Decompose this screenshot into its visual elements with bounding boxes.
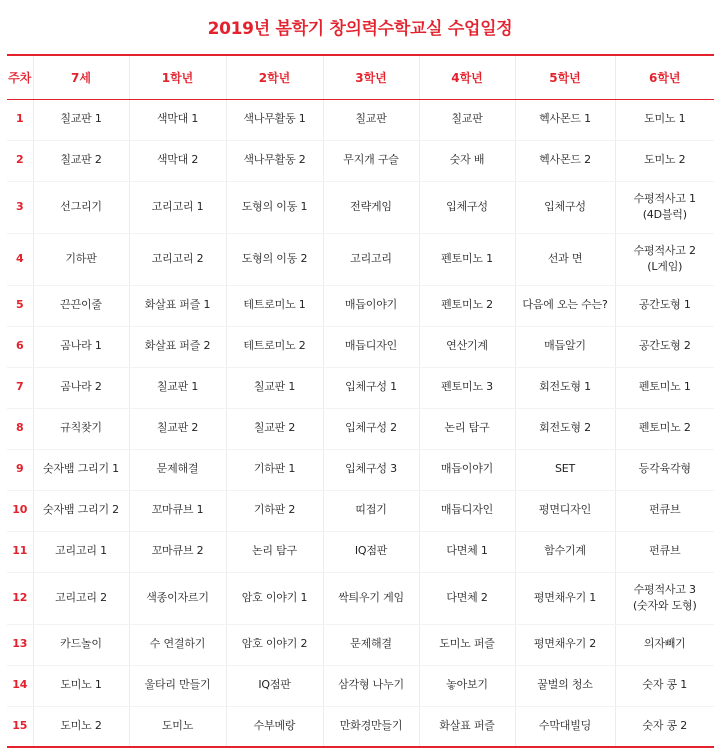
week-number: 5 <box>7 285 33 326</box>
class-topic: 곰나라 1 <box>33 326 129 367</box>
class-topic: 선그리기 <box>33 181 129 233</box>
class-topic: 테트로미노 1 <box>226 285 323 326</box>
class-topic: 문제해결 <box>323 624 419 665</box>
class-topic: 화살표 퍼즐 <box>419 706 515 747</box>
class-topic: 등각육각형 <box>615 449 714 490</box>
table-row <box>7 367 714 408</box>
week-number: 2 <box>7 140 33 181</box>
class-topic: 공간도형 1 <box>615 285 714 326</box>
table-row <box>7 572 714 624</box>
class-topic: 헥사몬드 2 <box>515 140 615 181</box>
class-topic: 기하판 2 <box>226 490 323 531</box>
class-topic: 도미노 퍼즐 <box>419 624 515 665</box>
class-topic: 숫자뱀 그리기 2 <box>33 490 129 531</box>
class-topic: 칠교판 <box>419 99 515 140</box>
class-topic: 펜토미노 3 <box>419 367 515 408</box>
class-topic: 기하판 <box>33 233 129 285</box>
class-topic: 다음에 오는 수는? <box>515 285 615 326</box>
class-topic: 규칙찾기 <box>33 408 129 449</box>
class-topic: 색나무활동 1 <box>226 99 323 140</box>
week-number: 3 <box>7 181 33 233</box>
week-number: 13 <box>7 624 33 665</box>
table-row <box>7 449 714 490</box>
class-topic: 회전도형 2 <box>515 408 615 449</box>
class-topic: 칠교판 2 <box>129 408 226 449</box>
table-row <box>7 285 714 326</box>
class-topic: 수막대빌딩 <box>515 706 615 747</box>
header-grade: 2학년 <box>226 55 323 99</box>
week-number: 6 <box>7 326 33 367</box>
class-topic: 매듭알기 <box>515 326 615 367</box>
table-row <box>7 326 714 367</box>
class-topic: 논리 탐구 <box>226 531 323 572</box>
class-topic: 화살표 퍼즐 1 <box>129 285 226 326</box>
class-topic: 매듭디자인 <box>323 326 419 367</box>
class-topic: 암호 이야기 2 <box>226 624 323 665</box>
week-number: 1 <box>7 99 33 140</box>
class-topic: 울타리 만들기 <box>129 665 226 706</box>
class-topic: 펜토미노 2 <box>419 285 515 326</box>
class-topic: 놓아보기 <box>419 665 515 706</box>
class-topic: 선과 면 <box>515 233 615 285</box>
class-topic: 함수기계 <box>515 531 615 572</box>
table-row <box>7 181 714 233</box>
class-topic: 회전도형 1 <box>515 367 615 408</box>
table-row <box>7 531 714 572</box>
table-row <box>7 140 714 181</box>
class-topic: 화살표 퍼즐 2 <box>129 326 226 367</box>
table-row <box>7 490 714 531</box>
table-row <box>7 408 714 449</box>
class-topic: 칠교판 2 <box>33 140 129 181</box>
class-topic: 칠교판 <box>323 99 419 140</box>
class-topic: 펜토미노 1 <box>615 367 714 408</box>
page-title: 2019년 봄학기 창의력수학교실 수업일정 <box>207 19 513 39</box>
class-topic: 도미노 <box>129 706 226 747</box>
class-topic: 숫자 배 <box>419 140 515 181</box>
class-topic: SET <box>515 449 615 490</box>
class-topic: 도형의 이동 1 <box>226 181 323 233</box>
header-week: 주차 <box>7 55 33 99</box>
class-topic: 논리 탐구 <box>419 408 515 449</box>
class-topic: 수평적사고 3 (숫자와 도형) <box>615 572 714 624</box>
class-topic: 도미노 1 <box>615 99 714 140</box>
week-number: 8 <box>7 408 33 449</box>
class-topic: 평면채우기 2 <box>515 624 615 665</box>
header-grade: 6학년 <box>615 55 714 99</box>
class-topic: 입체구성 <box>419 181 515 233</box>
class-topic: 공간도형 2 <box>615 326 714 367</box>
class-topic: 기하판 1 <box>226 449 323 490</box>
class-topic: 펜토미노 1 <box>419 233 515 285</box>
class-topic: 칠교판 1 <box>226 367 323 408</box>
week-number: 7 <box>7 367 33 408</box>
class-topic: 입체구성 1 <box>323 367 419 408</box>
table-row <box>7 233 714 285</box>
class-topic: 수부메랑 <box>226 706 323 747</box>
class-topic: 고리고리 <box>323 233 419 285</box>
class-topic: 입체구성 <box>515 181 615 233</box>
class-topic: IQ점판 <box>323 531 419 572</box>
week-number: 12 <box>7 572 33 624</box>
class-topic: 싹틔우기 게임 <box>323 572 419 624</box>
class-topic: 색나무활동 2 <box>226 140 323 181</box>
class-topic: 칠교판 2 <box>226 408 323 449</box>
week-number: 15 <box>7 706 33 747</box>
class-topic: 매듭이야기 <box>323 285 419 326</box>
class-topic: IQ점판 <box>226 665 323 706</box>
class-topic: 연산기계 <box>419 326 515 367</box>
class-topic: 색막대 2 <box>129 140 226 181</box>
class-topic: 수 연결하기 <box>129 624 226 665</box>
class-topic: 도형의 이동 2 <box>226 233 323 285</box>
class-topic: 도미노 2 <box>33 706 129 747</box>
class-topic: 고리고리 1 <box>33 531 129 572</box>
week-number: 11 <box>7 531 33 572</box>
class-topic: 전략게임 <box>323 181 419 233</box>
class-topic: 수평적사고 2 (L게임) <box>615 233 714 285</box>
class-topic: 곰나라 2 <box>33 367 129 408</box>
class-topic: 무지개 구슬 <box>323 140 419 181</box>
class-topic: 삼각형 나누기 <box>323 665 419 706</box>
class-topic: 카드놀이 <box>33 624 129 665</box>
class-topic: 숫자 콩 1 <box>615 665 714 706</box>
class-topic: 다면체 1 <box>419 531 515 572</box>
week-number: 10 <box>7 490 33 531</box>
class-topic: 도미노 1 <box>33 665 129 706</box>
class-topic: 펀큐브 <box>615 490 714 531</box>
class-topic: 의자빼기 <box>615 624 714 665</box>
class-topic: 평면디자인 <box>515 490 615 531</box>
class-topic: 매듭이야기 <box>419 449 515 490</box>
class-topic: 펜토미노 2 <box>615 408 714 449</box>
class-topic: 고리고리 2 <box>33 572 129 624</box>
class-topic: 숫자 콩 2 <box>615 706 714 747</box>
class-topic: 헥사몬드 1 <box>515 99 615 140</box>
class-topic: 숫자뱀 그리기 1 <box>33 449 129 490</box>
schedule-body <box>7 99 714 747</box>
class-topic: 꿀벌의 청소 <box>515 665 615 706</box>
class-topic: 띠접기 <box>323 490 419 531</box>
class-topic: 도미노 2 <box>615 140 714 181</box>
schedule-table <box>7 54 714 748</box>
header-grade: 5학년 <box>515 55 615 99</box>
class-topic: 문제해결 <box>129 449 226 490</box>
class-topic: 칠교판 1 <box>129 367 226 408</box>
class-topic: 입체구성 2 <box>323 408 419 449</box>
class-topic: 수평적사고 1 (4D블럭) <box>615 181 714 233</box>
class-topic: 다면체 2 <box>419 572 515 624</box>
class-topic: 색종이자르기 <box>129 572 226 624</box>
table-row <box>7 665 714 706</box>
class-topic: 입체구성 3 <box>323 449 419 490</box>
class-topic: 고리고리 1 <box>129 181 226 233</box>
header-row <box>7 55 714 99</box>
class-topic: 꼬마큐브 1 <box>129 490 226 531</box>
header-grade: 3학년 <box>323 55 419 99</box>
class-topic: 테트로미노 2 <box>226 326 323 367</box>
class-topic: 암호 이야기 1 <box>226 572 323 624</box>
class-topic: 펀큐브 <box>615 531 714 572</box>
week-number: 9 <box>7 449 33 490</box>
header-grade: 1학년 <box>129 55 226 99</box>
class-topic: 칠교판 1 <box>33 99 129 140</box>
table-row <box>7 624 714 665</box>
header-grade: 7세 <box>33 55 129 99</box>
class-topic: 끈끈이줄 <box>33 285 129 326</box>
table-row <box>7 99 714 140</box>
class-topic: 매듭디자인 <box>419 490 515 531</box>
class-topic: 평면채우기 1 <box>515 572 615 624</box>
class-topic: 만화경만들기 <box>323 706 419 747</box>
class-topic: 색막대 1 <box>129 99 226 140</box>
class-topic: 꼬마큐브 2 <box>129 531 226 572</box>
header-grade: 4학년 <box>419 55 515 99</box>
week-number: 4 <box>7 233 33 285</box>
week-number: 14 <box>7 665 33 706</box>
class-topic: 고리고리 2 <box>129 233 226 285</box>
